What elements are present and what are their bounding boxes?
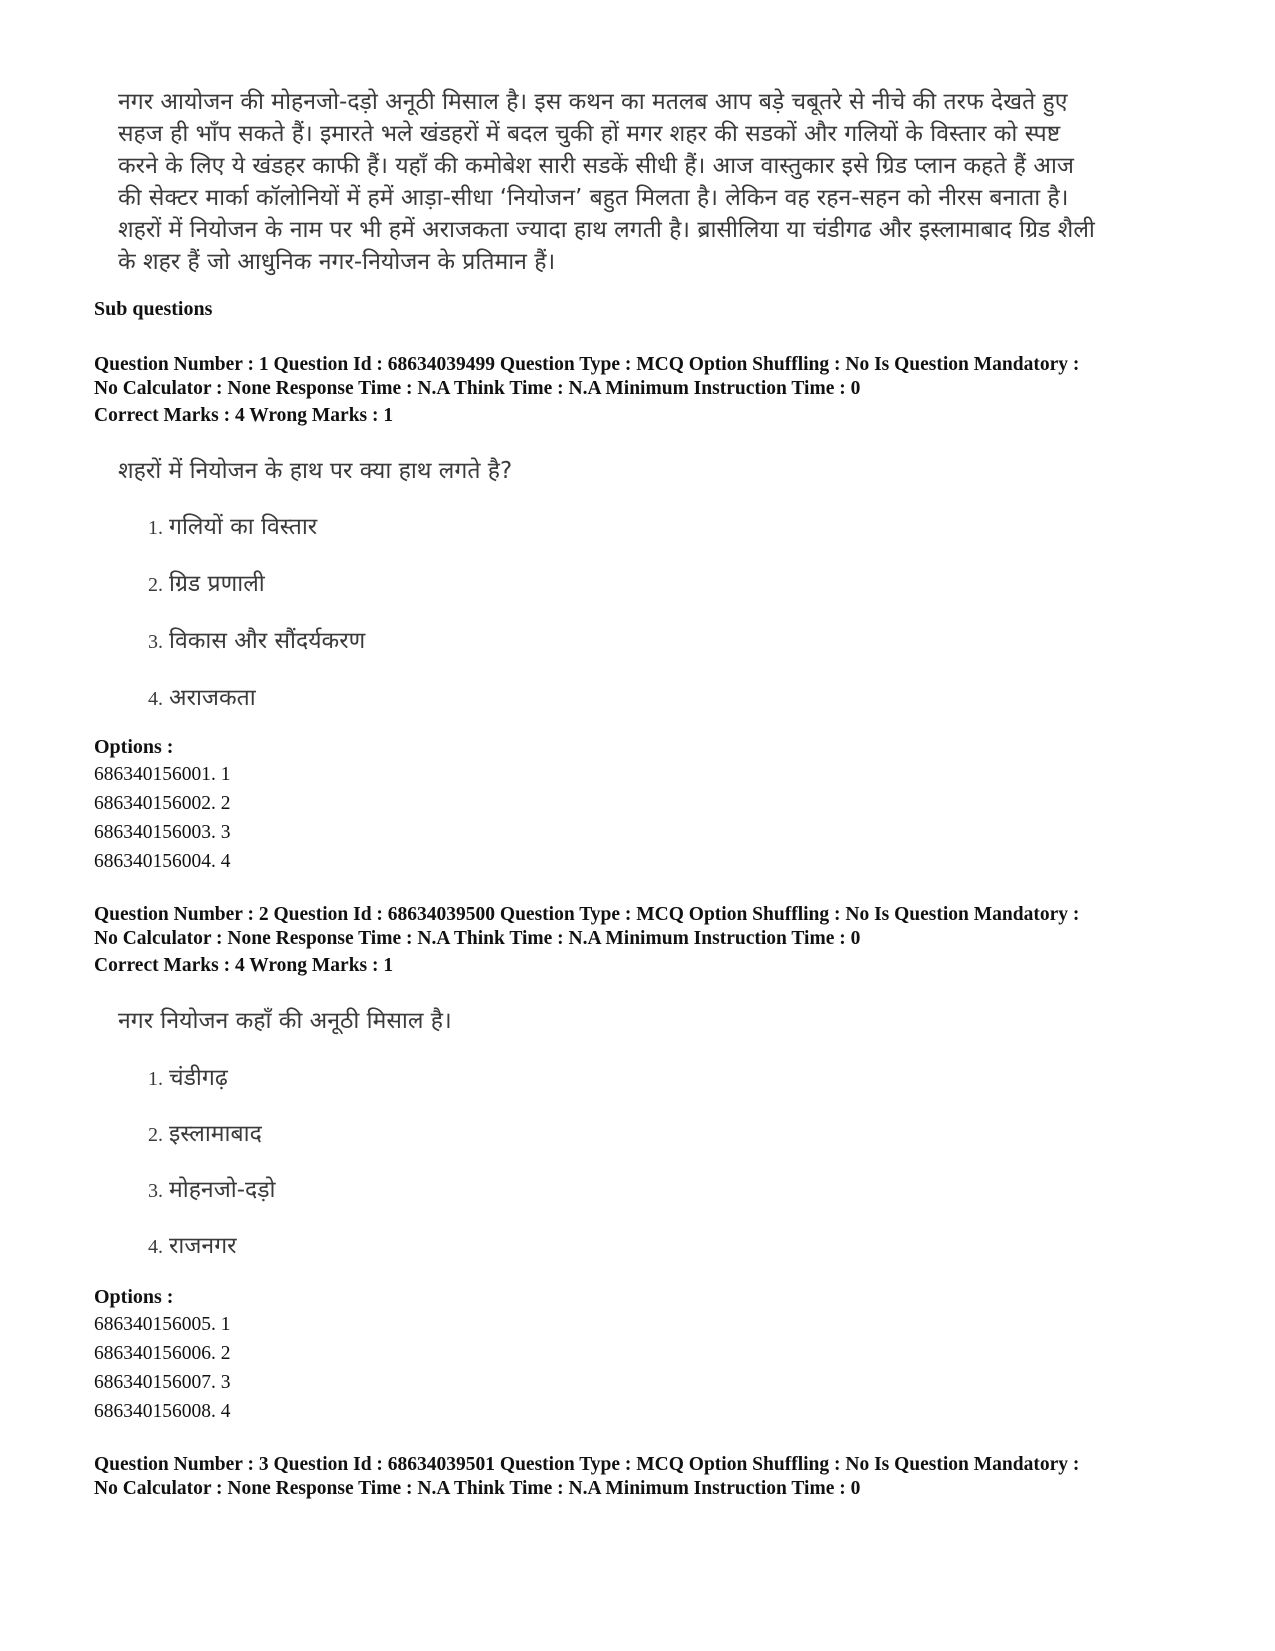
choice-number: 1. — [148, 1068, 163, 1090]
option-id: 686340156006. 2 — [94, 1343, 231, 1364]
option-id: 686340156007. 3 — [94, 1372, 231, 1393]
question-2-choice — [148, 1063, 228, 1094]
choice-number: 2. — [148, 574, 163, 596]
question-1-meta — [94, 353, 1079, 401]
question-3-meta — [94, 1453, 1079, 1501]
choice-text: मोहनजो-दड़ो — [169, 1177, 276, 1203]
question-2-meta — [94, 903, 1079, 951]
question-1-marks: Correct Marks : 4 Wrong Marks : 1 — [94, 405, 394, 426]
choice-text: राजनगर — [169, 1233, 237, 1259]
question-2-choice — [148, 1231, 237, 1262]
question-1-options — [94, 760, 231, 876]
passage-line: सहज ही भाँप सकते हैं। इमारते भले खंडहरों में बदल चुकी हों मगर शहर की सडकों और गलियों के विस्तार को स्पष्ट — [118, 121, 1061, 147]
options-heading: Options : — [94, 736, 174, 758]
option-id: 686340156001. 1 — [94, 764, 231, 785]
choice-text: चंडीगढ़ — [169, 1065, 228, 1091]
passage-line: के शहर हैं जो आधुनिक नगर-नियोजन के प्रतिमान हैं। — [118, 249, 556, 275]
question-2-choice — [148, 1175, 276, 1206]
question-meta-line: No Calculator : None Response Time : N.A Think Time : N.A Minimum Instruction Time : 0 — [94, 928, 861, 949]
choice-text: गलियों का विस्तार — [169, 514, 318, 540]
option-id: 686340156002. 2 — [94, 793, 231, 814]
choice-number: 1. — [148, 517, 163, 539]
option-id: 686340156005. 1 — [94, 1314, 231, 1335]
question-2-text: नगर नियोजन कहाँ की अनूठी मिसाल है। — [118, 1008, 452, 1034]
question-2-choice — [148, 1119, 262, 1150]
question-meta-line: No Calculator : None Response Time : N.A Think Time : N.A Minimum Instruction Time : 0 — [94, 378, 861, 399]
choice-number: 4. — [148, 688, 163, 710]
options-heading: Options : — [94, 1286, 174, 1308]
choice-number: 2. — [148, 1124, 163, 1146]
choice-text: अराजकता — [169, 685, 256, 711]
question-1-choice — [148, 626, 365, 657]
choice-number: 4. — [148, 1236, 163, 1258]
option-id: 686340156004. 4 — [94, 851, 231, 872]
question-meta-line: Question Number : 2 Question Id : 68634039500 Question Type : MCQ Option Shuffling : No Is Question Mandatory : — [94, 904, 1080, 925]
choice-number: 3. — [148, 1180, 163, 1202]
choice-number: 3. — [148, 631, 163, 653]
passage-line: की सेक्टर मार्का कॉलोनियों में हमें आड़ा-सीधा ‘नियोजन’ बहुत मिलता है। लेकिन वह रहन-सहन को नीरस बनाता है। — [118, 185, 1069, 211]
question-1-choice — [148, 569, 265, 600]
choice-text: ग्रिड प्रणाली — [169, 571, 265, 597]
question-2-marks: Correct Marks : 4 Wrong Marks : 1 — [94, 955, 394, 976]
passage-line: शहरों में नियोजन के नाम पर भी हमें अराजकता ज्यादा हाथ लगती है। ब्रासीलिया या चंडीगढ और इस्लामाबाद ग्रिड शैली — [118, 217, 1095, 243]
question-1-text: शहरों में नियोजन के हाथ पर क्या हाथ लगते है? — [118, 458, 513, 484]
option-id: 686340156008. 4 — [94, 1401, 231, 1422]
passage-line: नगर आयोजन की मोहनजो-दड़ो अनूठी मिसाल है। इस कथन का मतलब आप बड़े चबूतरे से नीचे की तरफ देखते हुए — [118, 89, 1068, 115]
choice-text: इस्लामाबाद — [169, 1121, 262, 1147]
passage-line: करने के लिए ये खंडहर काफी हैं। यहाँ की कमोबेश सारी सडकें सीधी हैं। आज वास्तुकार इसे ग्रिड प्लान कहते हैं आज — [118, 153, 1074, 179]
question-meta-line: Question Number : 3 Question Id : 68634039501 Question Type : MCQ Option Shuffling : No Is Question Mandatory : — [94, 1454, 1080, 1475]
question-1-choice — [148, 683, 256, 714]
question-meta-line: Question Number : 1 Question Id : 68634039499 Question Type : MCQ Option Shuffling : No Is Question Mandatory : — [94, 354, 1080, 375]
option-id: 686340156003. 3 — [94, 822, 231, 843]
question-1-choice — [148, 512, 317, 543]
choice-text: विकास और सौंदर्यकरण — [169, 628, 366, 654]
question-2-options — [94, 1310, 231, 1426]
passage — [118, 86, 1198, 278]
sub-questions-heading: Sub questions — [94, 298, 213, 320]
question-meta-line: No Calculator : None Response Time : N.A Think Time : N.A Minimum Instruction Time : 0 — [94, 1478, 861, 1499]
